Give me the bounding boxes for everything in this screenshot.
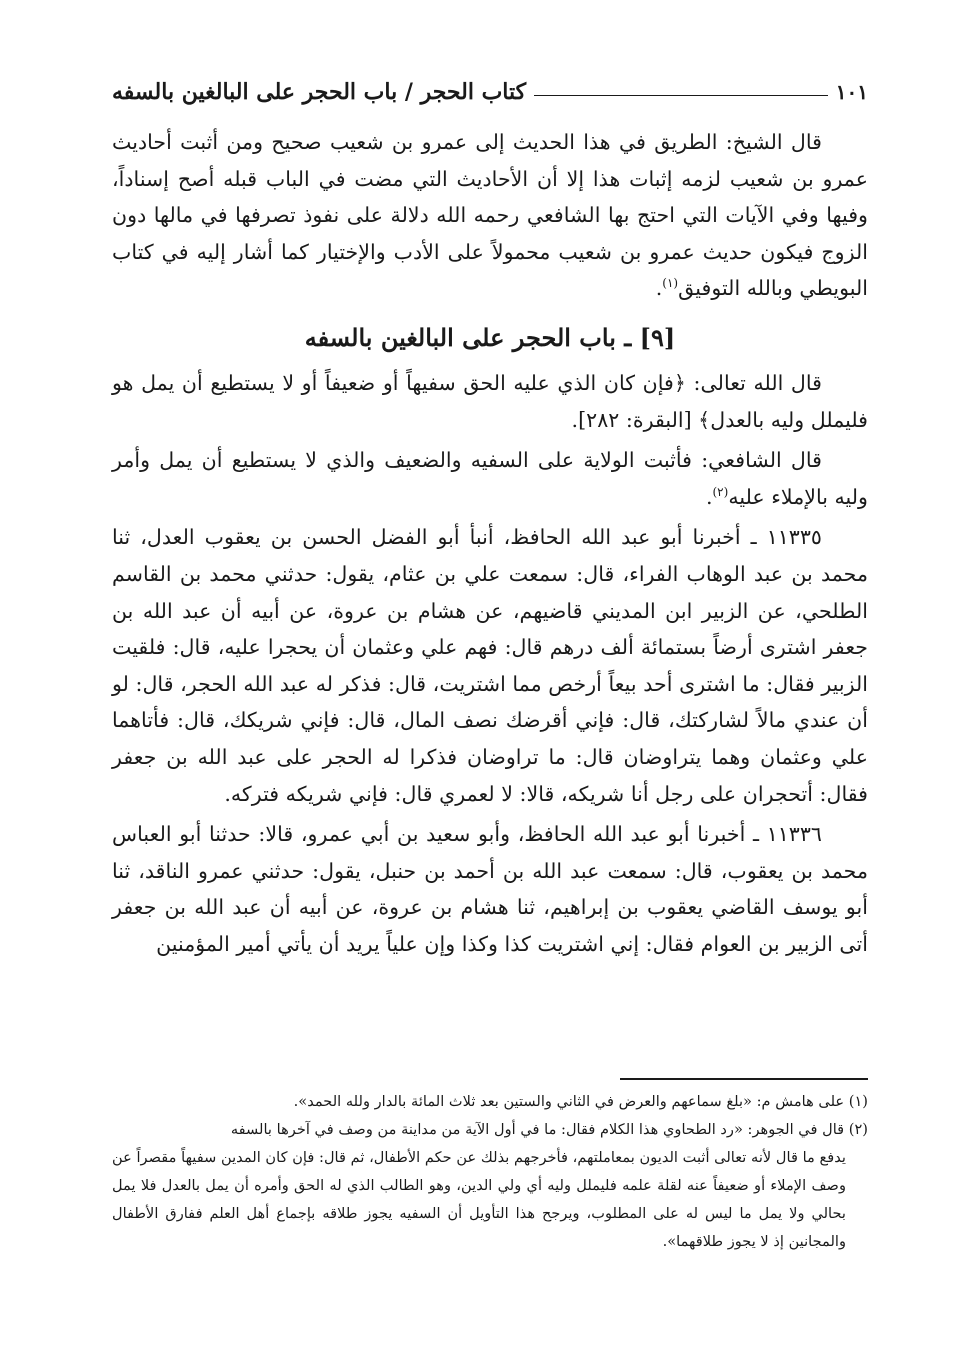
paragraph-text: قال الشافعي: فأثبت الولاية على السفيه والضعيف والذي لا يستطيع أن يمل وأمر وليه بالإملاء عليه (112, 448, 868, 509)
paragraph-quran-verse: قال الله تعالى: ﴿فإن كان الذي عليه الحق سفيهاً أو ضعيفاً أو لا يستطيع أن يمل هو فليملل وليه بالعدل﴾ [البقرة: ٢٨٢]. (112, 370, 868, 432)
footnote-1: (١) على هامش م: «بلغ سماعهم والعرض في الثاني والستين بعد ثلاث المائة بالدار ولله الحمد». (293, 1093, 868, 1110)
footnote-ref-1: (١) (662, 276, 679, 291)
running-header (112, 72, 868, 112)
hadith-11336: ١١٣٣٦ ـ أخبرنا أبو عبد الله الحافظ، وأبو سعيد بن أبي عمرو، قالا: حدثنا أبو العباس محمد بن يعقوب، قال: سمعت عبد الله بن أحمد بن حنبل، يقول: حدثني عمرو الناقد، ثنا أبو يوسف القاضي يعقوب بن إبراهيم، ثنا هشام بن عروة، عن أبيه أن عبد الله بن جعفر أتى الزبير بن العوام فقال: إني اشتريت كذا وكذا وإن علياً يريد أن يأتي أمير المؤمنين (112, 822, 868, 956)
footnotes (112, 1088, 868, 1256)
hadith-11335: ١١٣٣٥ ـ أخبرنا أبو عبد الله الحافظ، أنبأ أبو الفضل الحسن بن يعقوب العدل، ثنا محمد بن عبد الوهاب الفراء، قال: سمعت علي بن عثام، يقول: حدثني محمد بن القاسم الطلحي، عن الزبير ابن المديني قاضيهم، عن هشام بن عروة، عن أبيه أن عبد الله بن جعفر اشترى أرضاً بستمائة ألف درهم قال: فهم علي وعثمان أن يحجرا عليه، قال: فلقيت الزبير فقال: ما اشترى أحد بيعاً أرخص مما اشتريت، قال: فذكر له عبد الله الحجر، قال: لو أن عندي مالاً لشاركتك، قال: فإني أقرضك نصف المال، قال: فإني شريكك، قال: فأتاهما علي وعثمان وهما يتراوضان قال: ما تراوضان فذكرا له الحجر على عبد الله بن جعفر فقال: أتحجران على رجل أنا شريكه، قالا: لا لعمري قال: فإني شريكه فتركه. (112, 525, 868, 806)
footnote-ref-2: (٢) (712, 484, 729, 499)
footnote-2: (٢) قال في الجوهر: «رد الطحاوي هذا الكلام فقال: ما في أول الآية من مداينة من وصف في آخرها بالسفه (230, 1121, 868, 1138)
section-heading: [٩] ـ باب الحجر على البالغين بالسفه (304, 322, 676, 352)
footnote-divider (620, 1078, 868, 1080)
paragraph-shafii: قال الشافعي: فأثبت الولاية على السفيه والضعيف والذي لا يستطيع أن يمل وأمر وليه بالإملاء عليه$^{(٢)}$. (112, 448, 868, 509)
footnote-2-continued: يدفع ما قال لأنه تعالى أثبت الديون بمعاملتهم، فأخرجهم بذلك عن حكم الأطفال، ثم قال: فإن كان المدين سفيهاً مقصراً عن وصف الإملاء أو ضعيفاً عنه لقلة علمه فليملل وليه أي ولي الدين، وهو الطالب الذي له الحق وأمره أن يمل بالعدل فلا يمل بحالي ولا يمل ما ليس له على المطلوب، ويرجح هذا التأويل أن السفيه يجوز طلاقه بإجماع أهل العلم ففارق الأطفال والمجانين إذ لا يجوز طلاقهما». (112, 1149, 846, 1250)
paragraph-text: قال الشيخ: الطريق في هذا الحديث إلى عمرو بن شعيب صحيح ومن أثبت أحاديث عمرو بن شعيب لزمه إثبات هذا إلا أن الأحاديث التي مضت في الباب قبله أصح إسناداً، وفيها وفي الآيات التي احتج بها الشافعي رحمه الله دلالة على نفوذ تصرفها في مالها دون الزوج فيكون حديث عمرو بن شعيب محمولاً على الأدب والإختيار كما أشار إليه في كتاب البويطي وبالله التوفيق (112, 130, 868, 301)
page-number: ١٠١ (835, 80, 868, 104)
main-text (112, 124, 868, 966)
paragraph-shaykh-comment: قال الشيخ: الطريق في هذا الحديث إلى عمرو بن شعيب صحيح ومن أثبت أحاديث عمرو بن شعيب لزمه إثبات هذا إلا أن الأحاديث التي مضت في الباب قبله أصح إسناداً، وفيها وفي الآيات التي احتج بها الشافعي رحمه الله دلالة على نفوذ تصرفها في مالها دون الزوج فيكون حديث عمرو بن شعيب محمولاً على الأدب والإختيار كما أشار إليه في كتاب البويطي وبالله التوفيق$^{(١)}$. (112, 130, 868, 301)
header-title: كتاب الحجر / باب الحجر على البالغين بالسفه (112, 79, 527, 105)
header-rule (534, 95, 828, 96)
